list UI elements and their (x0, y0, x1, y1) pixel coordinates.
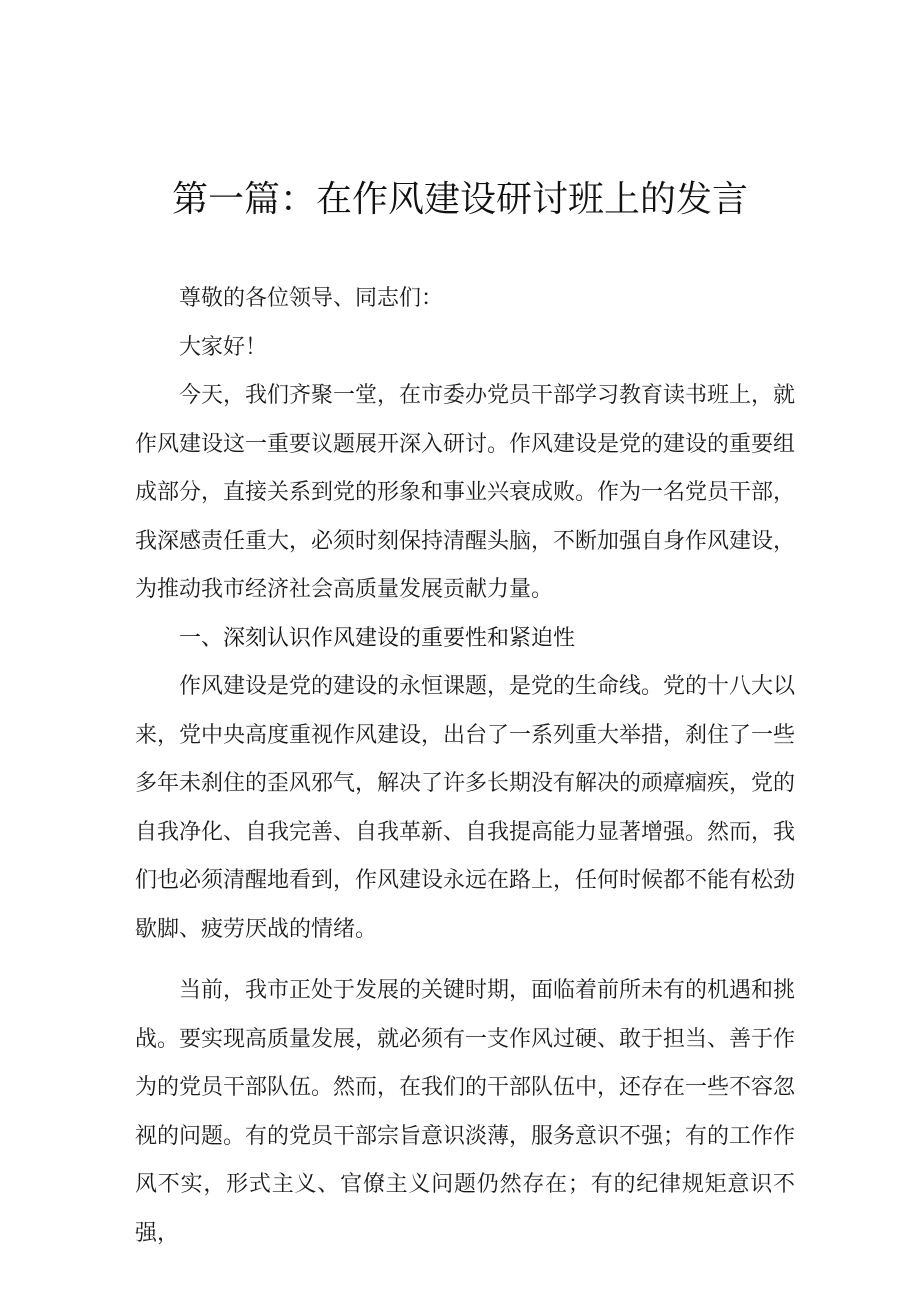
section-1-paragraph-1: 作风建设是党的建设的永恒课题，是党的生命线。党的十八大以来，党中央高度重视作风建设，出台了一系列重大举措，刹住了一些多年未刹住的歪风邪气，解决了许多长期没有解决的顽瘴痼疾，党的自我净化、自我完善、自我革新、自我提高能力显著增强。然而，我们也必须清醒地看到，作风建设永远在路上，任何时候都不能有松劲歇脚、疲劳厌战的情绪。 (135, 674, 796, 942)
section-1-paragraph-2: 当前，我市正处于发展的关键时期，面临着前所未有的机遇和挑战。要实现高质量发展，就必须有一支作风过硬、敢于担当、善于作为的党员干部队伍。然而，在我们的干部队伍中，还存在一些不容忽视的问题。有的党员干部宗旨意识淡薄，服务意识不强；有的工作作风不实，形式主义、官僚主义问题仍然存在；有的纪律规矩意识不强， (135, 978, 796, 1246)
intro-paragraph: 今天，我们齐聚一堂，在市委办党员干部学习教育读书班上，就作风建设这一重要议题展开深入研讨。作风建设是党的建设的重要组成部分，直接关系到党的形象和事业兴衰成败。作为一名党员干部，我深感责任重大，必须时刻保持清醒头脑，不断加强自身作风建设，为推动我市经济社会高质量发展贡献力量。 (135, 383, 796, 602)
document-body (135, 275, 795, 1258)
salutation: 尊敬的各位领导、同志们： (179, 286, 444, 311)
section-1-heading: 一、深刻认识作风建设的重要性和紧迫性 (179, 625, 576, 651)
greeting: 大家好！ (179, 334, 268, 360)
document-title: 第一篇：在作风建设研讨班上的发言 (171, 179, 748, 220)
